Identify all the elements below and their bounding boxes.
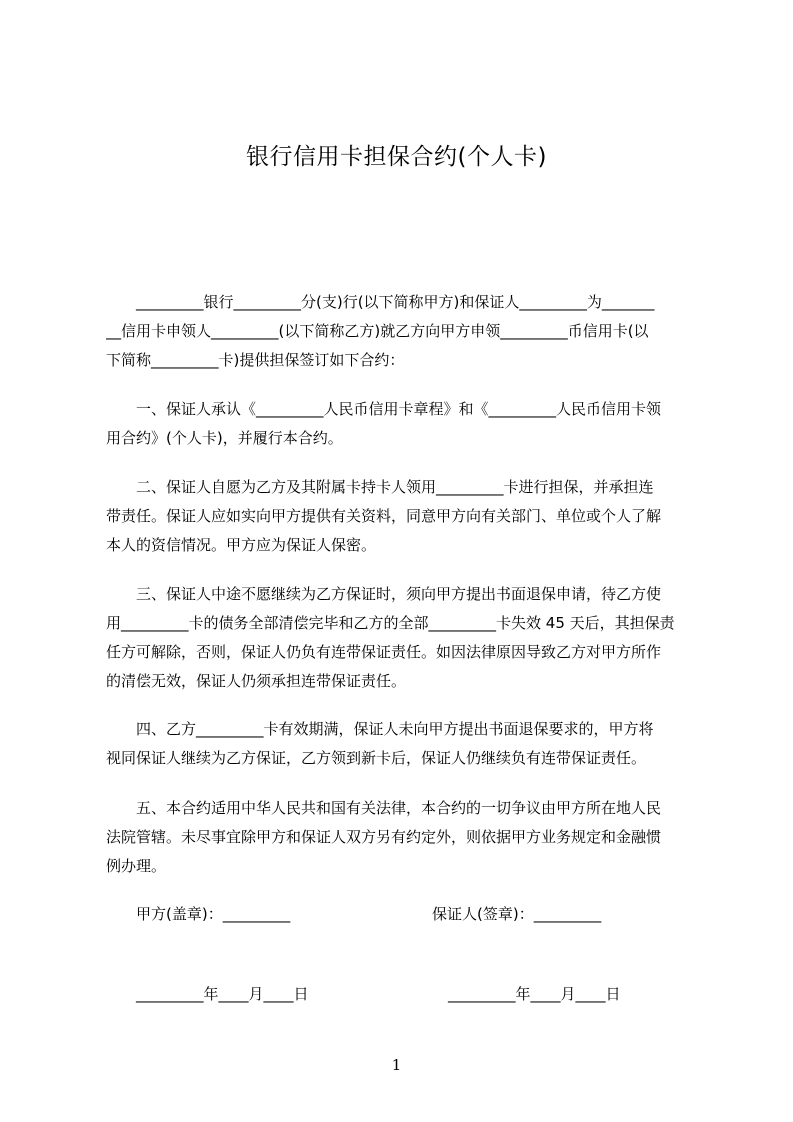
clause-1-line-1: 一、保证人承认《_________人民币信用卡章程》和《_________人民币信用卡领 <box>136 400 662 418</box>
clause-4 <box>106 715 700 773</box>
clause-4-line-2: 视同保证人继续为乙方保证，乙方领到新卡后，保证人仍继续负有连带保证责任。 <box>106 749 647 767</box>
clause-5-line-1: 五、本合约适用中华人民共和国有关法律，本合约的一切争议由甲方所在地人民 <box>136 799 662 817</box>
clause-2-line-3: 本人的资信情况。甲方应为保证人保密。 <box>106 536 377 554</box>
clause-3-line-2: 用_________卡的债务全部清偿完毕和乙方的全部_________卡失效 45 天后，其担保责 <box>106 614 675 632</box>
intro-paragraph <box>106 288 700 375</box>
page-number: 1 <box>391 1056 402 1074</box>
clause-5-line-3: 例办理。 <box>106 857 167 875</box>
clause-1-line-2: 用合约》(个人卡)，并履行本合约。 <box>106 429 343 447</box>
intro-line-3: 下简称_________卡)提供担保签订如下合约： <box>106 351 405 369</box>
clause-1 <box>106 395 700 453</box>
contract-body <box>106 288 700 1048</box>
clause-3-line-1: 三、保证人中途不愿继续为乙方保证时，须向甲方提出书面退保申请，待乙方使 <box>136 585 662 603</box>
clause-5 <box>106 794 700 881</box>
document-title: 银行信用卡担保合约(个人卡) <box>246 144 547 170</box>
clause-4-line-1: 四、乙方_________卡有效期满，保证人未向甲方提出书面退保要求的，甲方将 <box>136 720 654 738</box>
clause-2-line-2: 带责任。保证人应如实向甲方提供有关资料，同意甲方向有关部门、单位或个人了解 <box>106 507 662 525</box>
clause-5-line-2: 法院管辖。未尽事宜除甲方和保证人双方另有约定外，则依据甲方业务规定和金融惯 <box>106 828 662 846</box>
clause-3-line-3: 任方可解除，否则，保证人仍负有连带保证责任。如因法律原因导致乙方对甲方所作 <box>106 643 662 661</box>
guarantor-date-line: _________年____月____日 <box>448 985 621 1003</box>
clause-2-line-1: 二、保证人自愿为乙方及其附属卡持卡人领用_________卡进行担保，并承担连 <box>136 478 654 496</box>
intro-line-2: __信用卡申领人_________(以下简称乙方)就乙方向甲方申领_________币信用卡(以 <box>106 322 649 340</box>
clause-3 <box>106 580 700 696</box>
party-a-date-line: _________年____月____日 <box>136 985 309 1003</box>
intro-line-1: _________银行_________分(支)行(以下简称甲方)和保证人_________为_______ <box>136 293 655 311</box>
guarantor-signature-line: 保证人(签章)：_________ <box>432 905 602 923</box>
party-a-seal-line: 甲方(盖章)：_________ <box>136 905 291 923</box>
clause-2 <box>106 473 700 560</box>
clause-3-line-4: 的清偿无效，保证人仍须承担连带保证责任。 <box>106 672 407 690</box>
